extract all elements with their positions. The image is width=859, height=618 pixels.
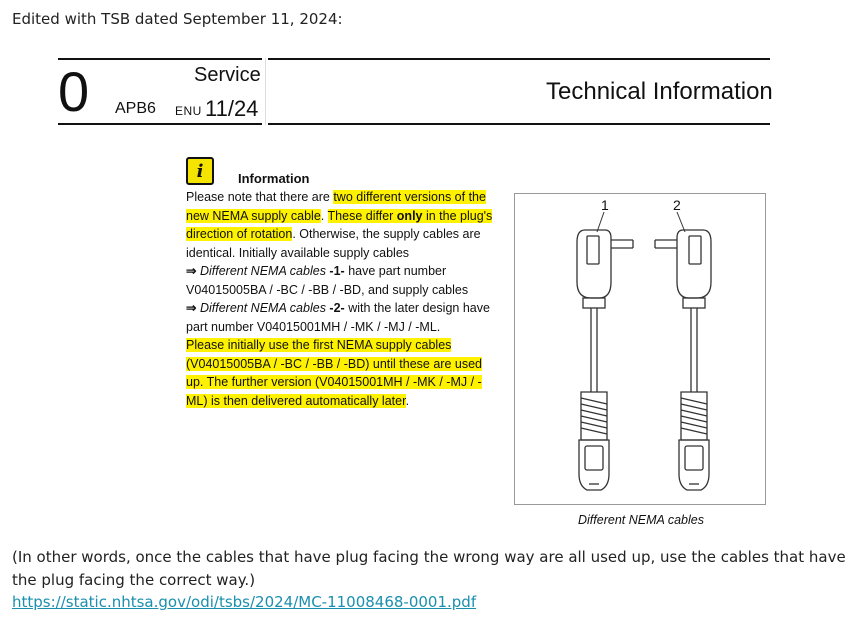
source-link[interactable]: https://static.nhtsa.gov/odi/tsbs/2024/MC-11008468-0001.pdf: [12, 593, 477, 611]
info-text-part: .: [405, 393, 410, 408]
highlight-two-versions: two different versions of the new NEMA supply cable: [186, 190, 486, 223]
info-text-part: Please note that there are: [186, 190, 334, 204]
figure-item-number: -2-: [325, 301, 349, 315]
doc-type-title: Technical Information: [546, 78, 773, 105]
arrow-icon: ⇒: [186, 301, 197, 315]
nema-cables-illustration: [515, 194, 765, 504]
figure-label-2: 2: [673, 197, 681, 213]
figure-item-number: -1-: [325, 264, 349, 278]
highlight-use-first: Please initially use the first NEMA supply cables (V04015005BA / -BC / -BB / -BD) until these are used up. The further version (V04015001MH / -MK / -MJ / -ML) is then delivered automatically later: [186, 338, 482, 408]
tsb-group-number: 0: [58, 60, 90, 123]
info-text-part: . Otherwise, the supply cables are identical. Initially available supply cables: [186, 227, 481, 260]
info-text-part: in the plug's direction of rotation: [186, 208, 493, 241]
info-text-part: .: [320, 208, 328, 223]
figure-reference: Different NEMA cables: [199, 264, 326, 278]
issue-date: 11/24: [205, 96, 259, 121]
header-divider: [265, 58, 266, 125]
tsb-code: APB6: [115, 100, 156, 117]
paraphrase-note: (In other words, once the cables that have plug facing the wrong way are all used up, use the cables that have the plug facing the correct way.): [12, 548, 846, 589]
info-text-part: These differ: [327, 208, 397, 223]
service-label: Service: [194, 64, 261, 86]
figure-label-1: 1: [601, 197, 609, 213]
emphasis-only: only: [396, 208, 423, 223]
header-bottom-line-right: [268, 123, 770, 125]
header-top-line-right: [268, 58, 770, 60]
cable-1-drawing: [577, 212, 633, 490]
arrow-icon: ⇒: [186, 264, 197, 278]
header-bottom-line-left: [58, 123, 262, 125]
language-code: ENU: [175, 104, 202, 118]
cable-2-drawing: [655, 212, 711, 490]
info-text-part: have part number V04015005BA / -BC / -BB / -BD, and supply cables: [186, 264, 469, 297]
information-heading: Information: [238, 171, 310, 186]
figure-caption: Different NEMA cables: [578, 513, 704, 527]
information-icon: i: [186, 157, 214, 185]
information-text: [186, 188, 496, 410]
info-text-part: with the later design have part number V04015001MH / -MK / -MJ / -ML.: [186, 301, 490, 334]
figure-reference: Different NEMA cables: [199, 301, 326, 315]
edited-note: Edited with TSB dated September 11, 2024:: [12, 10, 343, 28]
cable-figure: [514, 193, 766, 505]
